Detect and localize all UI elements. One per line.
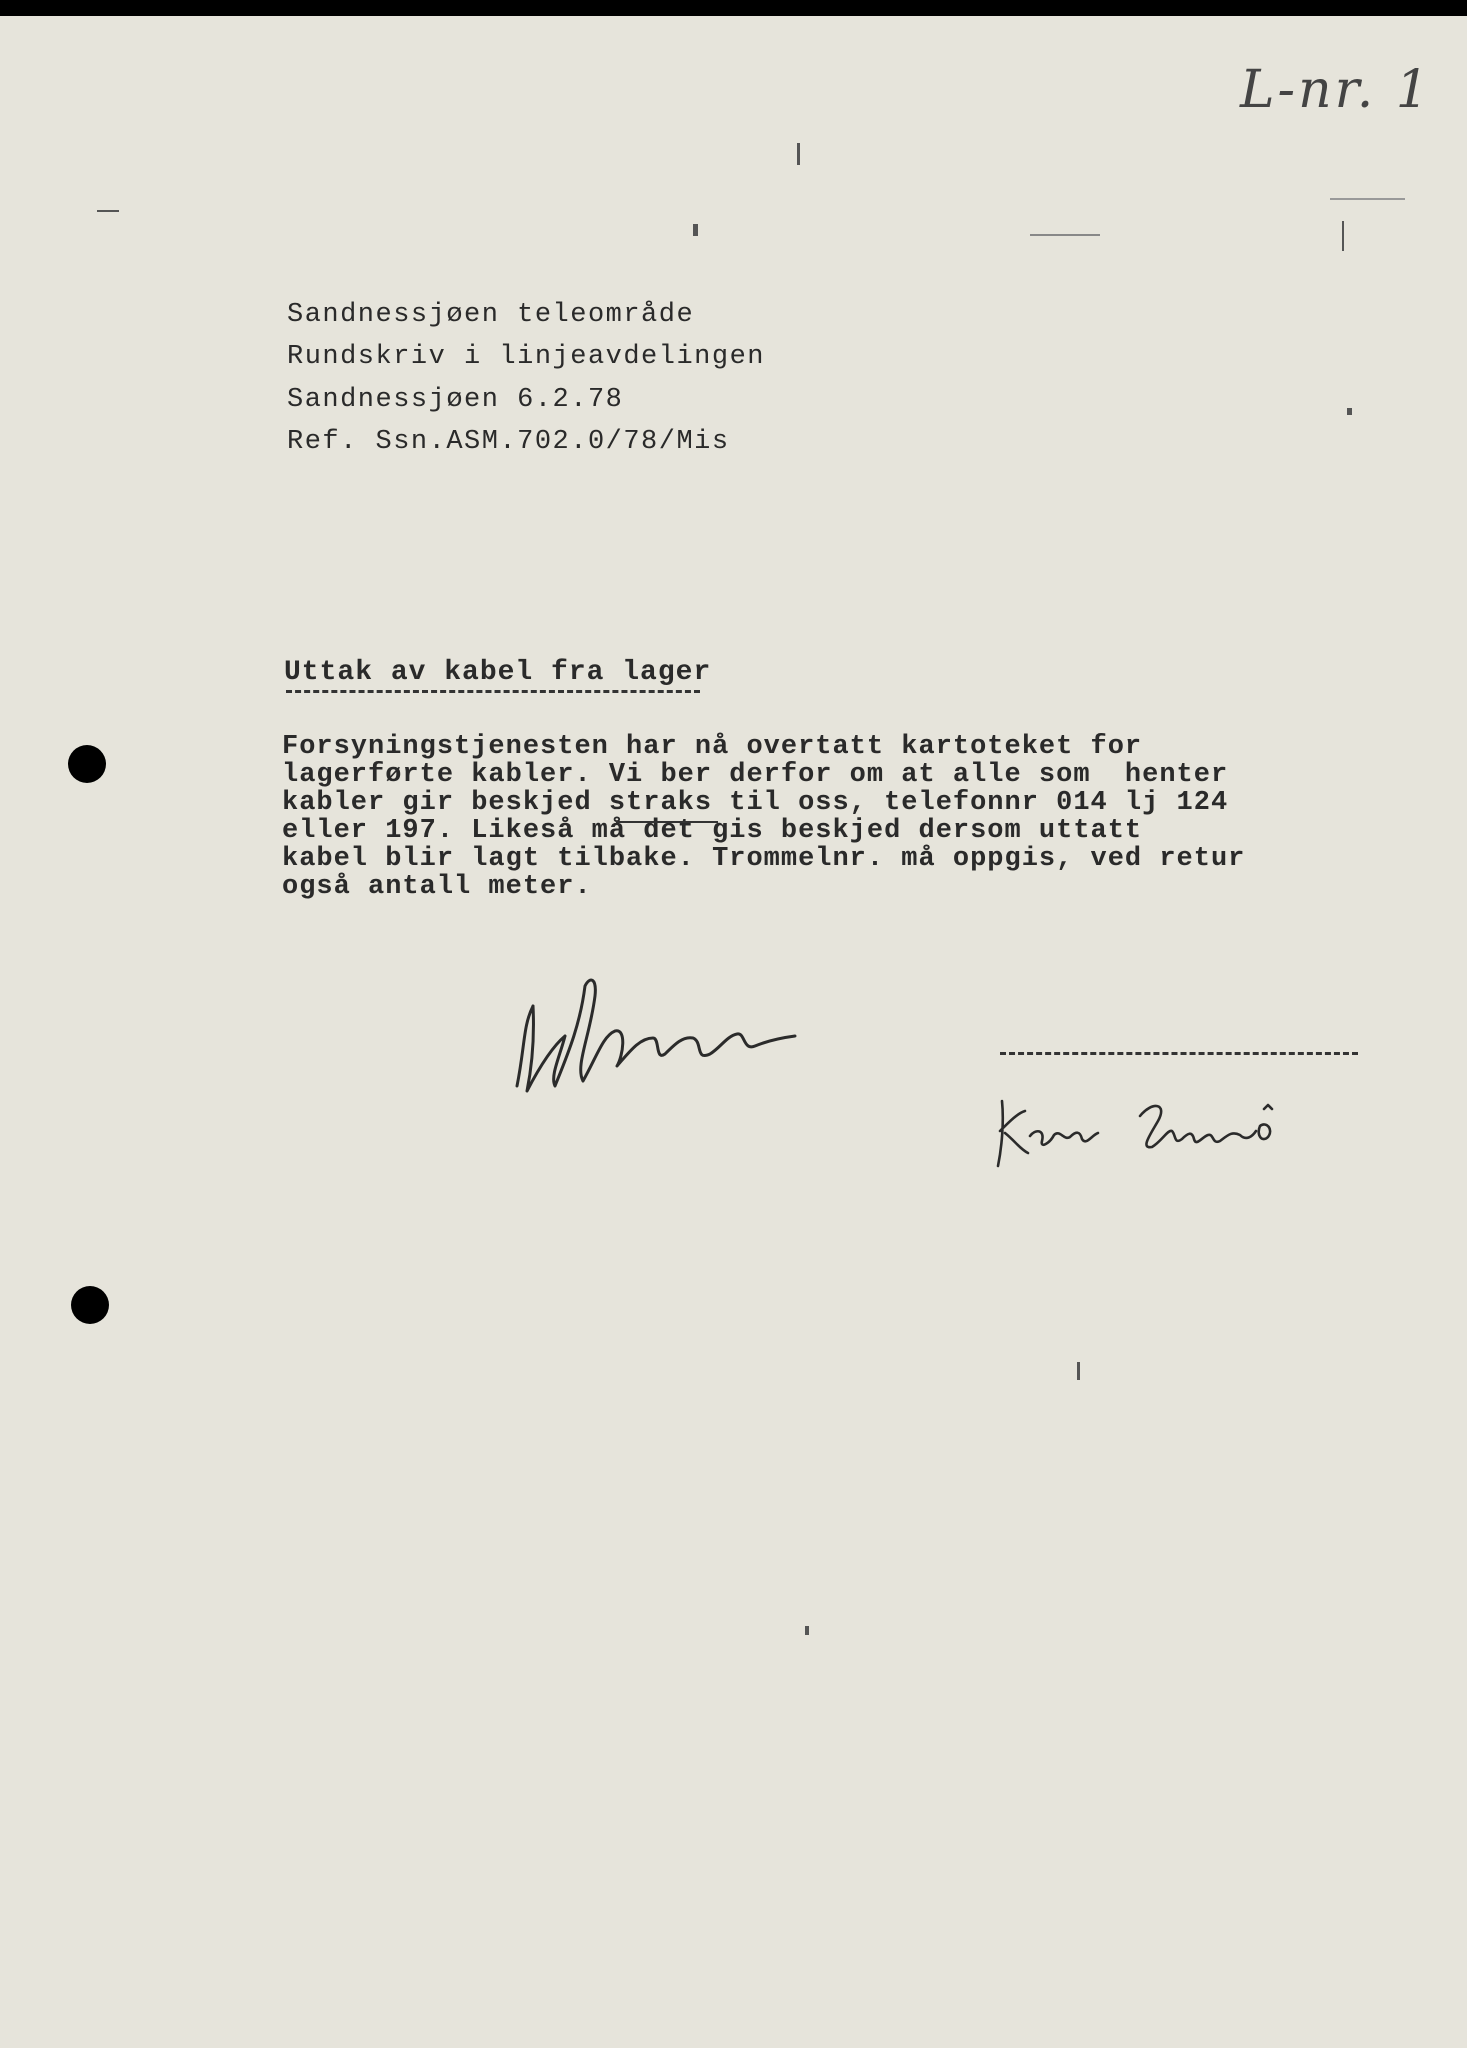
body-line: eller 197. Likeså må det gis beskjed dersom uttatt [282, 816, 1143, 846]
body-line: lagerførte kabler. Vi ber derfor om at alle som henter [282, 760, 1229, 790]
handwritten-annotation: L-nr. 1 [1240, 60, 1432, 120]
subject-underline [286, 690, 700, 693]
header-place-date: Sandnessjøen 6.2.78 [287, 385, 624, 415]
header-circular: Rundskriv i linjeavdelingen [287, 342, 765, 372]
body-line: Forsyningstjenesten har nå overtatt kartoteket for [282, 732, 1143, 762]
document-page [0, 16, 1467, 2048]
scan-mark [797, 143, 800, 165]
scan-mark [805, 1626, 809, 1635]
scan-mark [1347, 408, 1352, 415]
scan-mark [1077, 1362, 1080, 1380]
scan-mark [97, 210, 119, 212]
subject-heading: Uttak av kabel fra lager [284, 657, 712, 688]
header-reference: Ref. Ssn.ASM.702.0/78/Mis [287, 427, 730, 457]
body-line: også antall meter. [282, 872, 592, 902]
punch-hole-upper [68, 745, 106, 783]
signature-right [990, 1091, 1290, 1171]
scan-mark [693, 224, 698, 236]
body-line: kabler gir beskjed straks til oss, telefonnr 014 lj 124 [282, 788, 1229, 818]
scan-mark [1030, 234, 1100, 236]
signature-left [505, 966, 805, 1136]
header-office: Sandnessjøen teleområde [287, 300, 695, 330]
punch-hole-lower [71, 1286, 109, 1324]
scan-mark [1330, 198, 1405, 200]
body-line: kabel blir lagt tilbake. Trommelnr. må oppgis, ved retur [282, 844, 1246, 874]
signature-line [1000, 1052, 1358, 1055]
emphasis-underline [616, 821, 718, 823]
scan-mark [1342, 221, 1344, 251]
